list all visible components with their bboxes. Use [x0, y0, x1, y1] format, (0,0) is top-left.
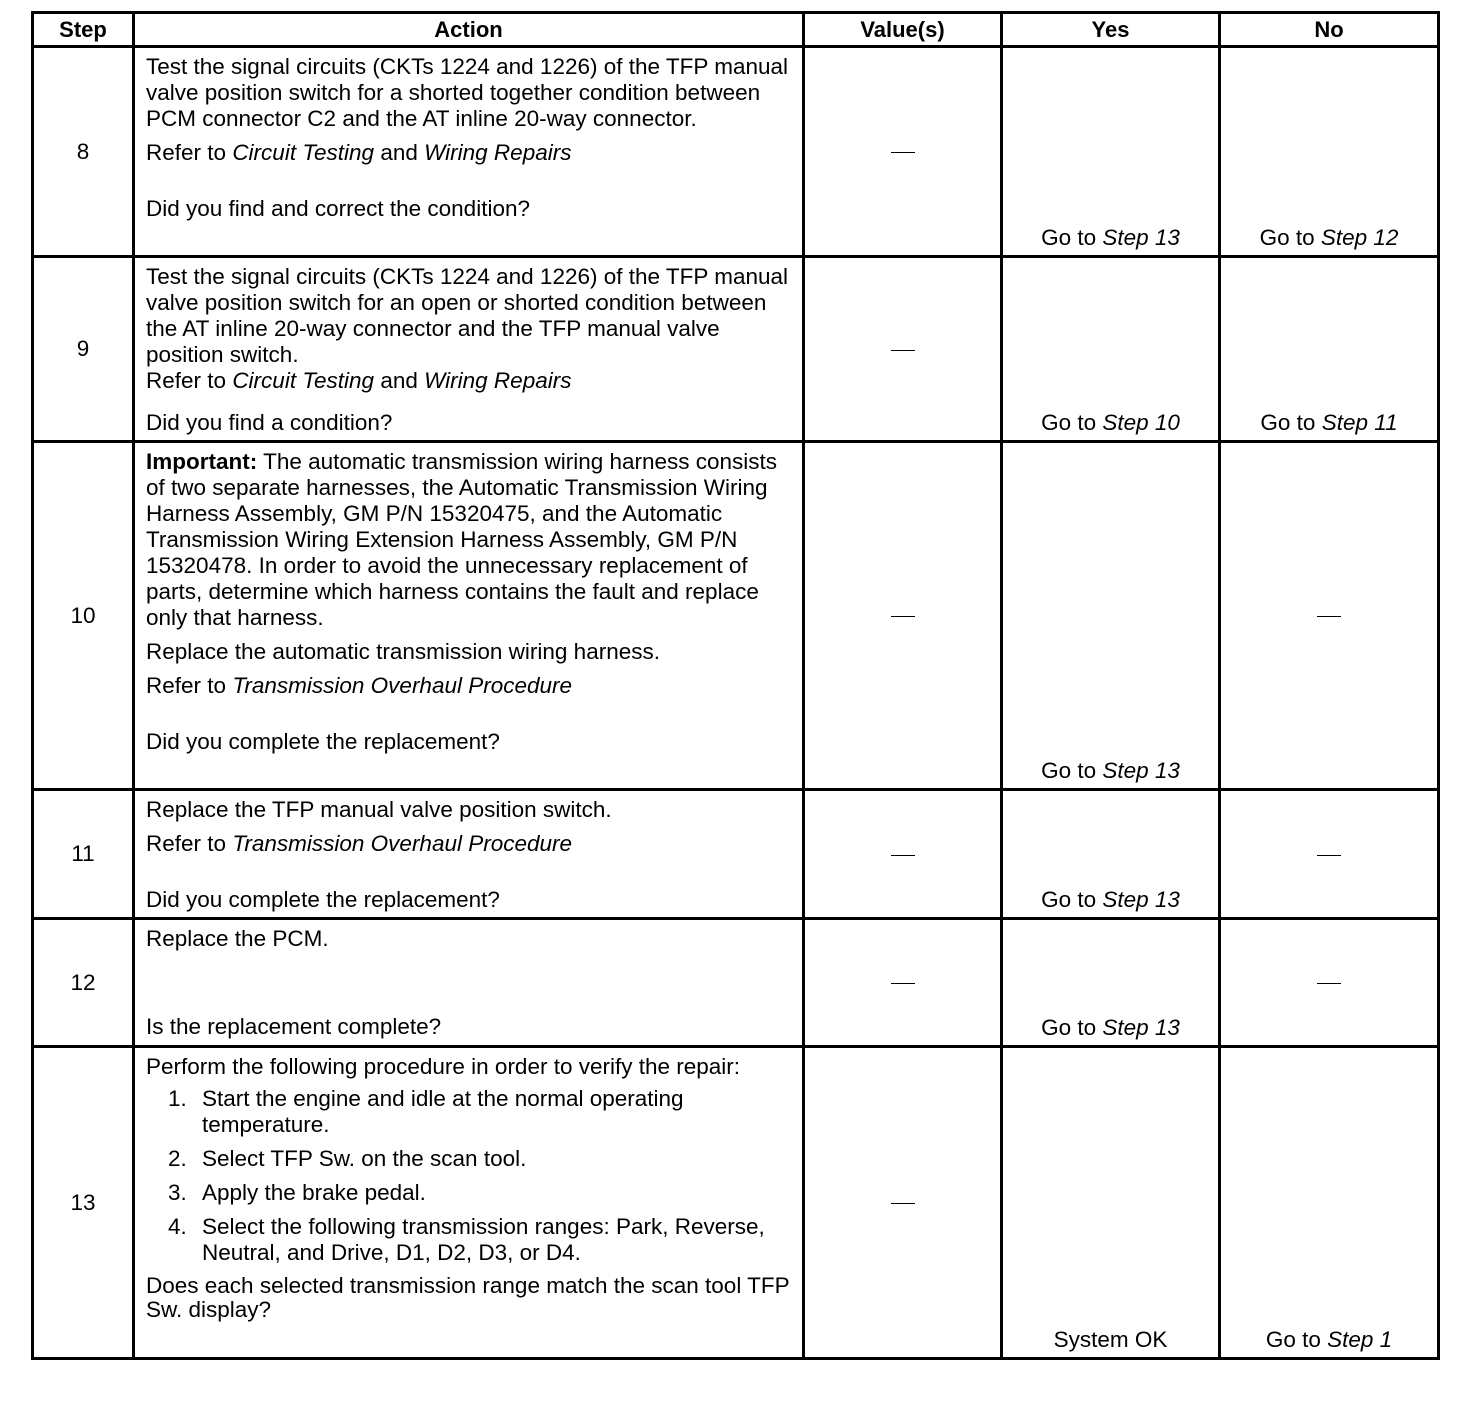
value-cell	[804, 790, 1002, 919]
dash	[891, 152, 915, 153]
header-row	[33, 13, 1439, 47]
yes-step-ref: Step 13	[1102, 887, 1180, 912]
list-item: 4. Select the following transmission ranges: Park, Reverse, Neutral, and Drive, D1, D2, D3, or D4.	[168, 1214, 765, 1265]
header-yes: Yes	[1002, 13, 1220, 47]
table-row	[33, 442, 1439, 790]
reference-link: Transmission Overhaul Procedure	[232, 831, 573, 856]
yes-step-ref: Step 10	[1102, 410, 1180, 435]
yes-cell: Go to Step 13	[1002, 919, 1220, 1047]
yes-cell: Go to Step 13	[1002, 790, 1220, 919]
important-note	[146, 449, 790, 631]
dash	[1317, 855, 1341, 856]
procedure-intro: Perform the following procedure in order to verify the repair:	[146, 1054, 741, 1079]
action-cell	[134, 47, 804, 257]
action-text: Test the signal circuits (CKTs 1224 and 1226) of the TFP manual valve position switch for an open or shorted condition between the AT inline 20-way connector and the TFP manual valve position switch.	[146, 264, 789, 367]
question-text: Did you complete the replacement?	[146, 729, 500, 754]
value-cell	[804, 919, 1002, 1047]
table-row	[33, 790, 1439, 919]
action-cell	[134, 1047, 804, 1359]
reference-line: Refer to Transmission Overhaul Procedure	[146, 673, 573, 698]
step-number: 8	[33, 47, 134, 257]
dash	[891, 855, 915, 856]
action-cell	[134, 442, 804, 790]
yes-result: System OK	[1053, 1327, 1168, 1352]
reference-line: Refer to Circuit Testing and Wiring Repairs	[146, 368, 572, 393]
question-text: Does each selected transmission range match the scan tool TFP Sw. display?	[146, 1273, 790, 1322]
no-cell	[1220, 919, 1439, 1047]
table-row	[33, 257, 1439, 442]
question-text: Did you find and correct the condition?	[146, 196, 530, 221]
reference-link: Circuit Testing	[232, 368, 375, 393]
action-cell	[134, 919, 804, 1047]
header-action: Action	[134, 13, 804, 47]
reference-line: Refer to Transmission Overhaul Procedure	[146, 831, 573, 856]
yes-cell	[1002, 1047, 1220, 1359]
action-text: Test the signal circuits (CKTs 1224 and 1226) of the TFP manual valve position switch for a shorted together condition between PCM connector C2 and the AT inline 20-way connector.	[146, 54, 789, 131]
reference-link: Transmission Overhaul Procedure	[232, 673, 573, 698]
value-cell	[804, 1047, 1002, 1359]
no-cell: Go to Step 12	[1220, 47, 1439, 257]
table-row	[33, 1047, 1439, 1359]
list-item: 3. Apply the brake pedal.	[168, 1180, 426, 1205]
list-item: 1. Start the engine and idle at the normal operating temperature.	[168, 1086, 684, 1137]
important-label: Important:	[146, 449, 258, 474]
step-number: 10	[33, 442, 134, 790]
no-cell: Go to Step 1	[1220, 1047, 1439, 1359]
no-cell	[1220, 790, 1439, 919]
no-cell: Go to Step 11	[1220, 257, 1439, 442]
value-cell	[804, 257, 1002, 442]
table-row	[33, 47, 1439, 257]
reference-line: Refer to Circuit Testing and Wiring Repairs	[146, 140, 572, 165]
yes-step-ref: Step 13	[1102, 1015, 1180, 1040]
yes-cell: Go to Step 13	[1002, 47, 1220, 257]
reference-link: Wiring Repairs	[424, 140, 572, 165]
header-no: No	[1220, 13, 1439, 47]
list-item: 2. Select TFP Sw. on the scan tool.	[168, 1146, 527, 1171]
yes-step-ref: Step 13	[1102, 225, 1180, 250]
dash	[891, 1203, 915, 1204]
no-step-ref: Step 1	[1327, 1327, 1393, 1352]
dash	[891, 616, 915, 617]
procedure-list	[146, 1086, 790, 1266]
question-text: Is the replacement complete?	[146, 1014, 442, 1039]
dash	[891, 983, 915, 984]
step-number: 12	[33, 919, 134, 1047]
header-values: Value(s)	[804, 13, 1002, 47]
value-cell	[804, 442, 1002, 790]
dash	[1317, 983, 1341, 984]
instruction-text: Replace the automatic transmission wiring harness.	[146, 639, 660, 664]
no-step-ref: Step 12	[1320, 225, 1399, 250]
table-row	[33, 919, 1439, 1047]
instruction-text: Replace the PCM.	[146, 926, 329, 951]
yes-cell: Go to Step 13	[1002, 442, 1220, 790]
header-step: Step	[33, 13, 134, 47]
value-cell	[804, 47, 1002, 257]
no-step-ref: Step 11	[1321, 410, 1398, 435]
yes-cell: Go to Step 10	[1002, 257, 1220, 442]
question-text: Did you find a condition?	[146, 410, 393, 435]
action-cell	[134, 790, 804, 919]
step-number: 9	[33, 257, 134, 442]
step-number: 13	[33, 1047, 134, 1359]
question-text: Did you complete the replacement?	[146, 887, 500, 912]
no-cell	[1220, 442, 1439, 790]
instruction-text: Replace the TFP manual valve position switch.	[146, 797, 612, 822]
important-text: The automatic transmission wiring harness consists of two separate harnesses, the Automatic Transmission Wiring Harness Assembly, GM P/N 15320475, and the Automatic Transmission Wiring Extension Harness Assembly, GM P/N 15320478. In order to avoid the unnecessary replacement of parts, determine which harness contains the fault and replace only that harness.	[146, 449, 778, 630]
step-number: 11	[33, 790, 134, 919]
dash	[1317, 616, 1341, 617]
dash	[891, 350, 915, 351]
reference-link: Circuit Testing	[232, 140, 375, 165]
yes-step-ref: Step 13	[1102, 758, 1180, 783]
action-cell	[134, 257, 804, 442]
reference-link: Wiring Repairs	[424, 368, 572, 393]
diagnostic-table	[31, 11, 1440, 1360]
